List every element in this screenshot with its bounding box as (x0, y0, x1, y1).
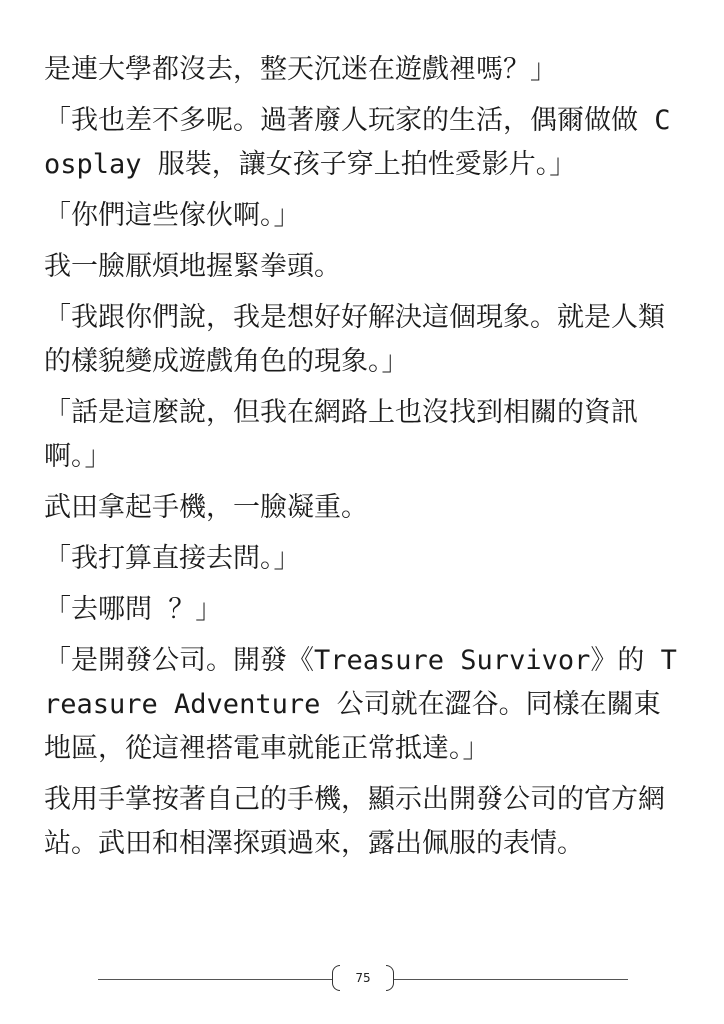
paragraph: 是連大學都沒去，整天沉迷在遊戲裡嗎？」 (44, 54, 557, 85)
paragraph: 「是開發公司。開發《Treasure Survivor》的 Treasure Adventure 公司就在澀谷。同樣在關東地區，從這裡搭電車就能正常抵達。」 (44, 645, 677, 764)
paragraph: 我一臉厭煩地握緊拳頭。 (44, 251, 341, 282)
paragraph: 「我跟你們說，我是想好好解決這個現象。就是人類的樣貌變成遊戲角色的現象。」 (44, 302, 665, 377)
paragraph: 「我也差不多呢。過著廢人玩家的生活，偶爾做做 Cosplay 服裝，讓女孩子穿上拍性愛影片。」 (44, 105, 671, 180)
page-text (44, 48, 684, 873)
paragraph: 武田拿起手機，一臉凝重。 (44, 492, 368, 523)
footer-rule-right (394, 979, 628, 980)
left-bracket-ornament (332, 965, 340, 991)
paragraph: 「你們這些傢伙啊。」 (44, 200, 301, 231)
paragraph: 「話是這麼說，但我在網路上也沒找到相關的資訊啊。」 (44, 397, 638, 472)
right-bracket-ornament (386, 965, 394, 991)
footer-rule-left (98, 979, 332, 980)
paragraph: 「去哪問 ？」 (44, 594, 223, 625)
paragraph: 「我打算直接去問。」 (44, 543, 301, 574)
page-number: 75 (355, 971, 371, 985)
paragraph: 我用手掌按著自己的手機，顯示出開發公司的官方網站。武田和相澤探頭過來，露出佩服的表情。 (44, 784, 665, 859)
page-footer (98, 962, 628, 996)
